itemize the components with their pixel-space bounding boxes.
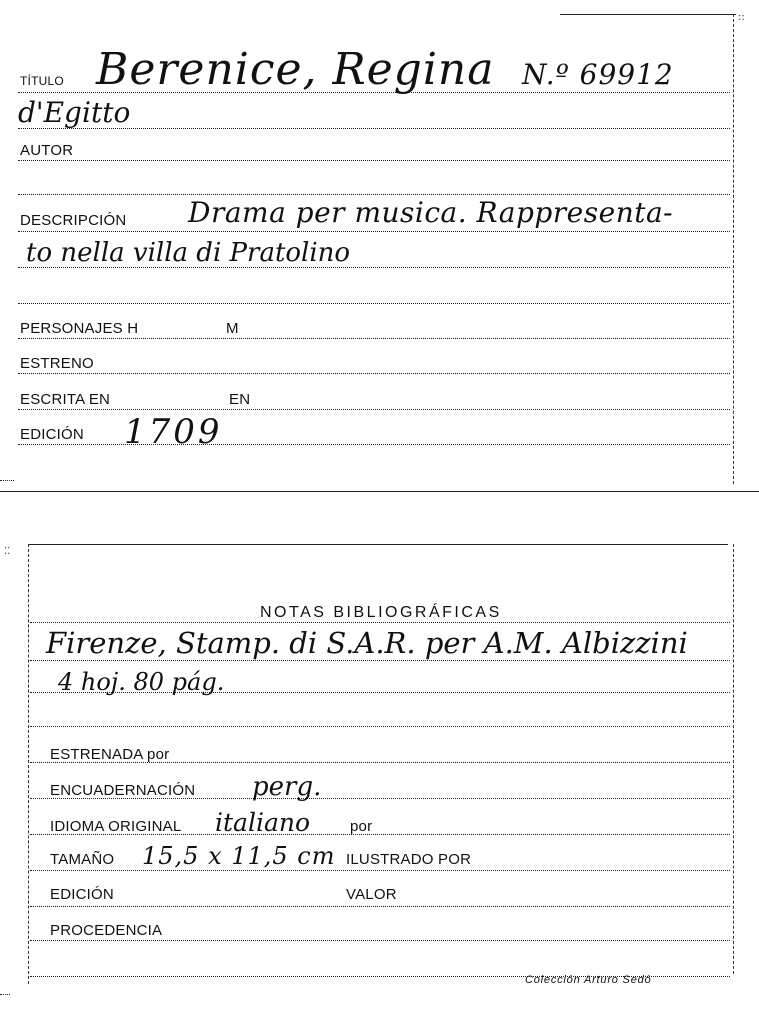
- handwritten-title-line2: d'Egitto: [18, 96, 131, 129]
- encuadernacion-label: ENCUADERNACIÓN: [50, 782, 196, 799]
- ruled-line: [18, 231, 730, 232]
- ruled-line: [30, 870, 730, 871]
- valor-label: VALOR: [346, 886, 397, 903]
- catalog-card-front: [0, 0, 759, 495]
- edge-speck: ::: [738, 12, 745, 23]
- ruled-line: [18, 160, 730, 161]
- ruled-line: [30, 622, 730, 623]
- procedencia-label: PROCEDENCIA: [50, 922, 163, 939]
- personajes-label: PERSONAJES H: [20, 320, 139, 337]
- edicion-label: EDICIÓN: [50, 886, 114, 903]
- ruled-line: [30, 660, 730, 661]
- card-right-edge: [733, 544, 734, 974]
- card-right-edge: [733, 14, 734, 484]
- card-top-edge: [560, 14, 736, 15]
- ruled-line: [18, 338, 730, 339]
- personajes-m-label: M: [226, 320, 239, 337]
- escrita-label: ESCRITA EN: [20, 391, 111, 408]
- ruled-line: [18, 194, 730, 195]
- ruled-line: [30, 940, 730, 941]
- ilustrado-label: ILUSTRADO POR: [346, 851, 472, 868]
- collection-footer: Colección Arturo Sedó: [525, 974, 652, 986]
- handwritten-size: 15,5 x 11,5 cm: [142, 842, 336, 870]
- handwritten-notes-line2: 4 hoj. 80 pág.: [58, 668, 225, 696]
- handwritten-edition-year: 1709: [124, 412, 223, 452]
- handwritten-notes-line1: Firenze, Stamp. di S.A.R. per A.M. Albizzini: [46, 626, 688, 660]
- ruled-line: [30, 906, 730, 907]
- handwritten-title-line1: Berenice, Regina: [96, 44, 495, 95]
- ruled-line: [18, 373, 730, 374]
- ruled-line: [30, 726, 730, 727]
- idioma-por-label: por: [350, 818, 373, 835]
- estrenada-label: ESTRENADA por: [50, 746, 170, 763]
- estreno-label: ESTRENO: [20, 355, 94, 372]
- autor-label: AUTOR: [20, 142, 74, 159]
- notas-heading: NOTAS BIBLIOGRÁFICAS: [260, 604, 502, 621]
- edicion-label: EDICIÓN: [20, 426, 84, 443]
- escrita-en-label: EN: [229, 391, 251, 408]
- card-left-edge: [28, 544, 29, 984]
- edge-mark: [0, 994, 10, 995]
- idioma-label: IDIOMA ORIGINAL: [50, 818, 182, 835]
- catalog-card-back: [0, 540, 759, 1028]
- handwritten-description-line1: Drama per musica. Rappresenta-: [188, 196, 674, 229]
- card-top-edge: [28, 544, 728, 545]
- handwritten-binding: perg.: [252, 772, 322, 802]
- handwritten-language: italiano: [215, 808, 310, 837]
- tamano-label: TAMAÑO: [50, 851, 115, 868]
- ruled-line: [18, 409, 730, 410]
- handwritten-number: N.º 69912: [522, 58, 674, 91]
- edge-speck: ⁚⁚: [4, 546, 11, 557]
- edge-mark: [0, 480, 14, 481]
- titulo-label: TÍTULO: [20, 74, 64, 88]
- ruled-line: [18, 303, 730, 304]
- handwritten-description-line2: to nella villa di Pratolino: [26, 238, 351, 268]
- descripcion-label: DESCRIPCIÓN: [20, 212, 127, 229]
- card-separator: [0, 491, 759, 492]
